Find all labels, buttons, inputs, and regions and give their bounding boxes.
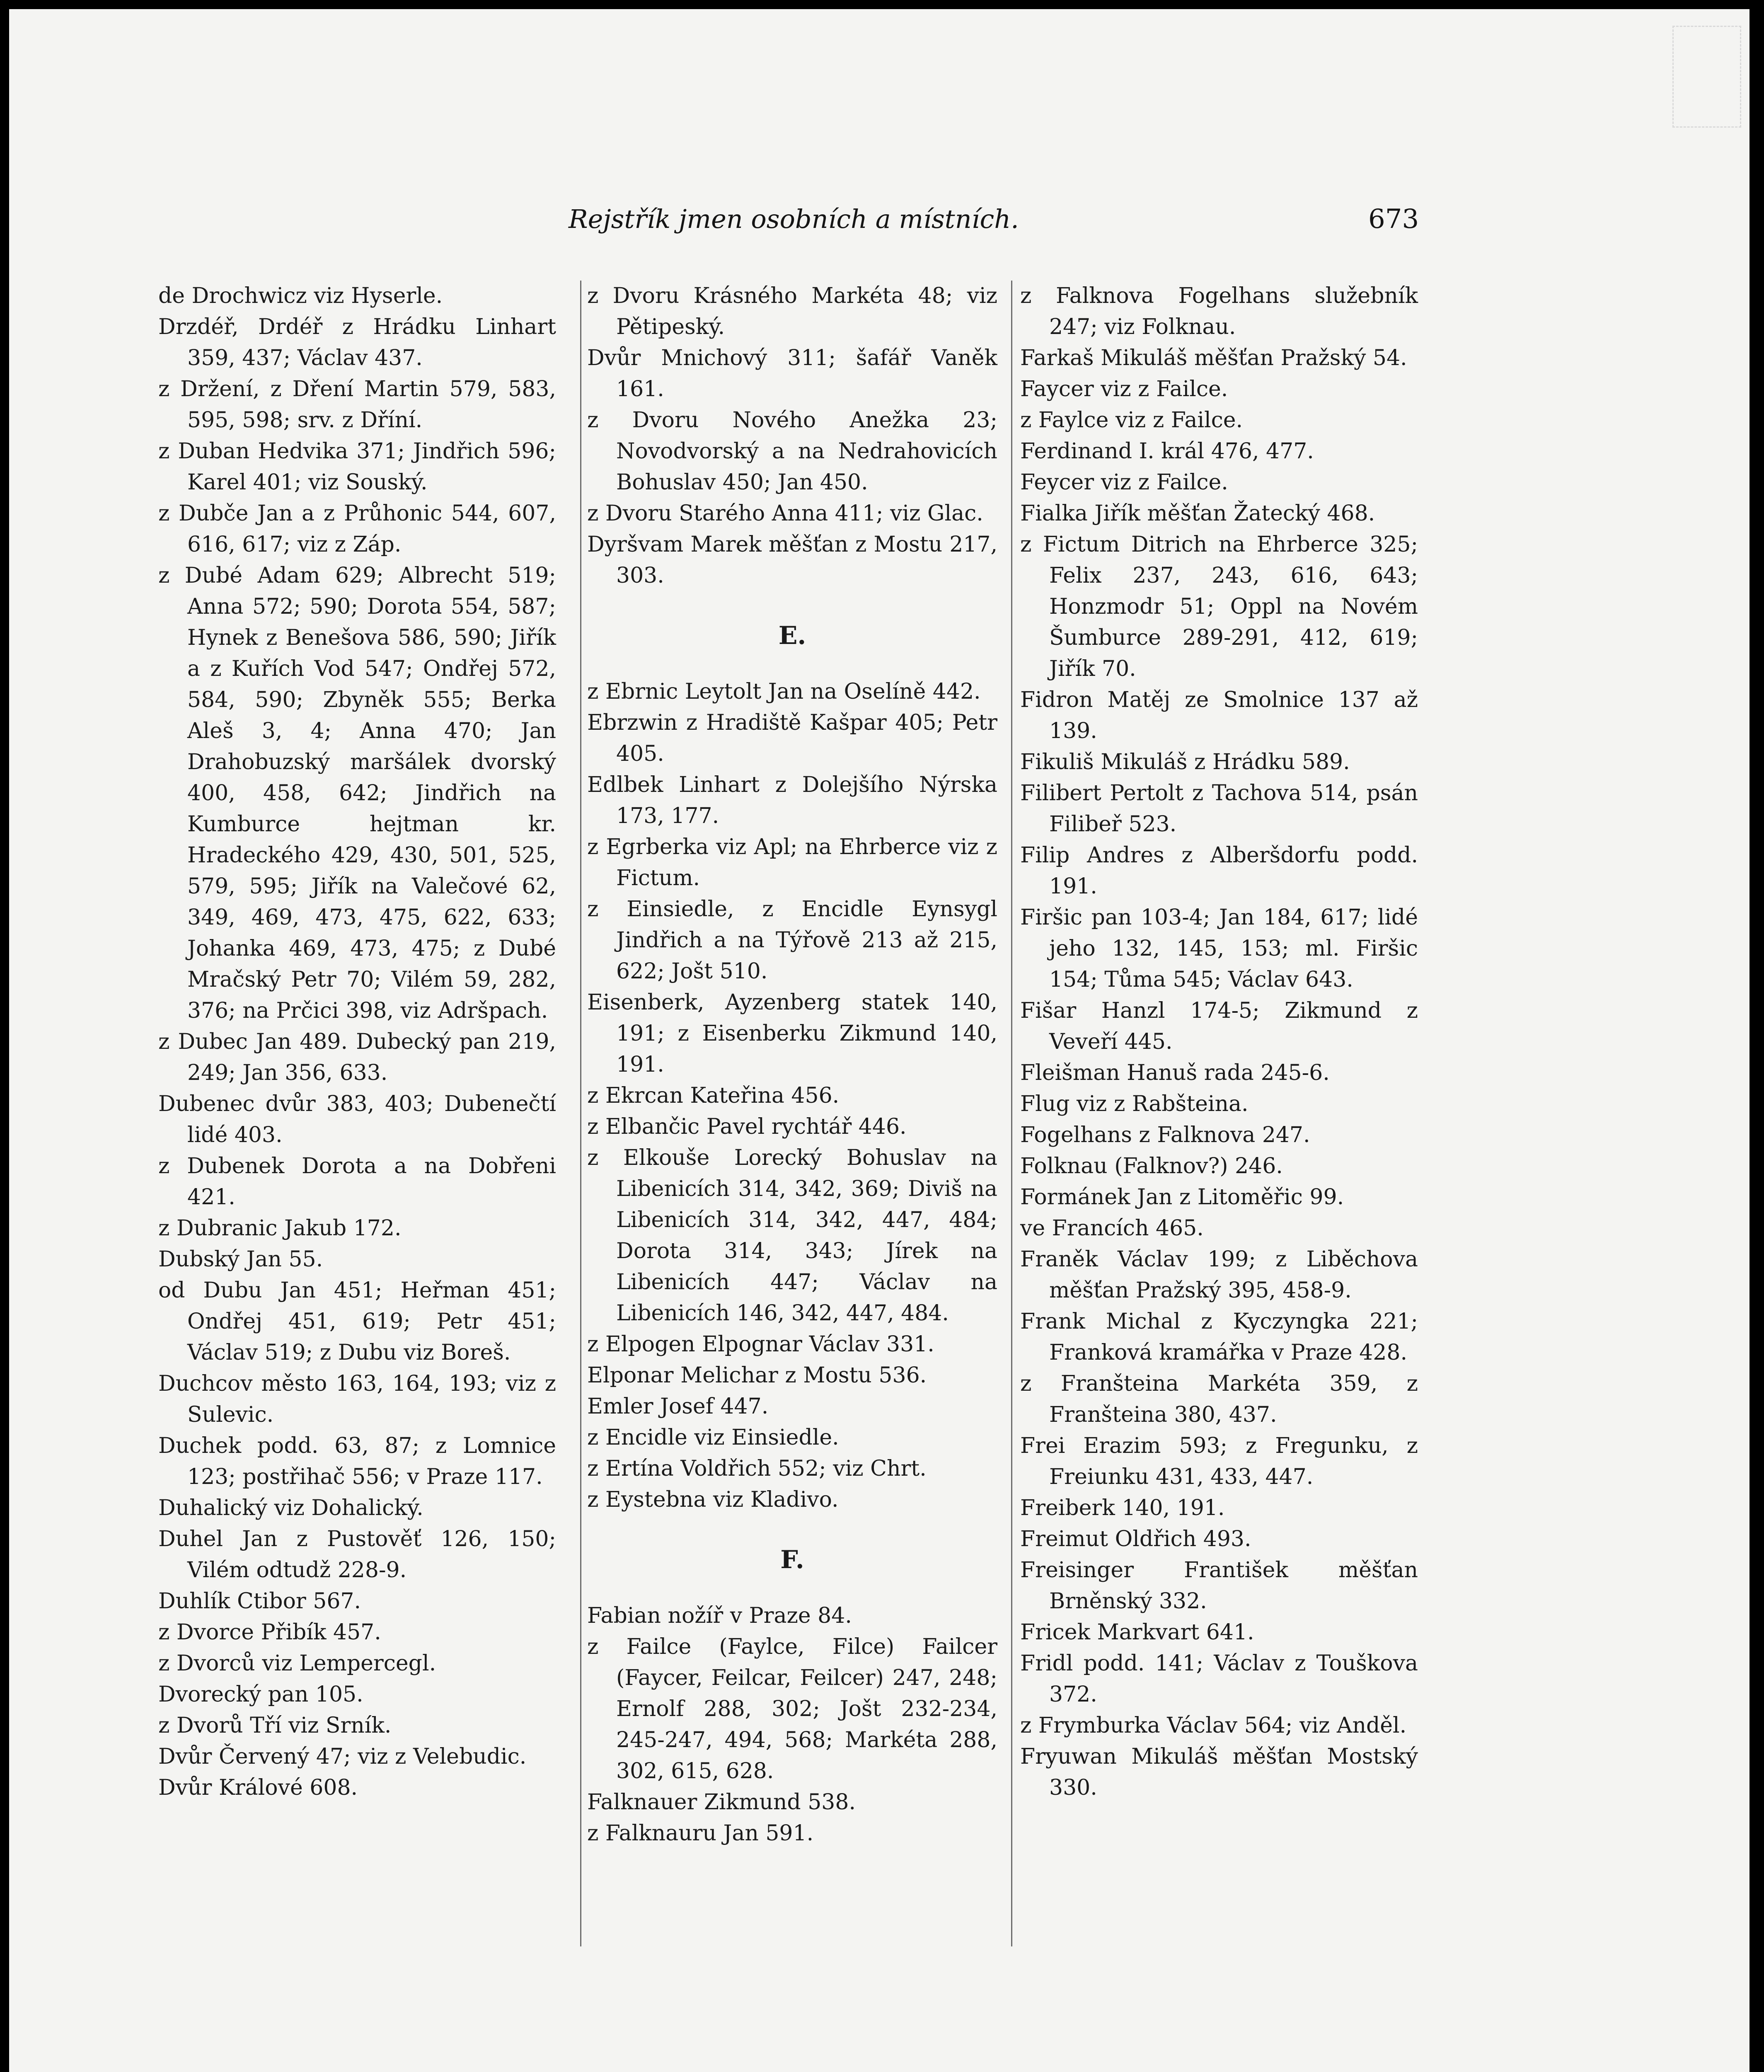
index-entry: z Elbančic Pavel rychtář 446. — [587, 1114, 907, 1139]
index-entry: Fialka Jiřík měšťan Žatecký 468. — [1020, 501, 1375, 526]
index-entry: Freiberk 140, 191. — [1020, 1496, 1225, 1520]
page-sheet — [9, 9, 1749, 2072]
index-entry: Firšic pan 103-4; Jan 184, 617; lidé jeho 132, 145, 153; ml. Firšic 154; Tůma 545; Václav 643. — [1020, 905, 1418, 992]
page-number: 673 — [1368, 204, 1419, 235]
index-entry: z Fictum Ditrich na Ehrberce 325; Felix 237, 243, 616, 643; Honzmodr 51; Oppl na Novém Šumburce 289-291, 412, 619; Jiřík 70. — [1020, 532, 1418, 681]
index-entry: z Dvoru Nového Anežka 23; Novodvorský a na Nedrahovicích Bohuslav 450; Jan 450. — [587, 408, 997, 495]
index-entry: z Dvoru Starého Anna 411; viz Glac. — [587, 501, 983, 526]
index-entry: Duchek podd. 63, 87; z Lomnice 123; postřihač 556; v Praze 117. — [158, 1433, 556, 1489]
index-entry: Frei Erazim 593; z Fregunku, z Freiunku 431, 433, 447. — [1020, 1433, 1418, 1489]
index-entry: z Dubranic Jakub 172. — [158, 1216, 402, 1241]
index-entry: Feycer viz z Failce. — [1020, 470, 1228, 495]
index-entry: Dubský Jan 55. — [158, 1247, 323, 1272]
index-entry: Dvůr Červený 47; viz z Velebudic. — [158, 1744, 527, 1769]
index-entry: z Falknova Fogelhans služebník 247; viz Folknau. — [1020, 283, 1418, 339]
index-entry: Fleišman Hanuš rada 245-6. — [1020, 1060, 1330, 1085]
running-header-title: Rejstřík jmen osobních a místních. — [569, 204, 1019, 234]
index-column-2 — [587, 281, 997, 1849]
column-divider — [580, 281, 581, 1946]
index-entry: z Dvorů Tří viz Srník. — [158, 1713, 392, 1738]
index-entry: z Faylce viz z Failce. — [1020, 408, 1243, 433]
section-heading-e: E. — [778, 621, 806, 650]
index-entry: z Ebrnic Leytolt Jan na Oselíně 442. — [587, 679, 981, 704]
index-entry: z Falknauru Jan 591. — [587, 1821, 814, 1846]
index-entry: z Dvorců viz Lempercegl. — [158, 1651, 436, 1676]
index-entry: Freisinger František měšťan Brněnský 332. — [1020, 1558, 1418, 1614]
index-entry: z Dubec Jan 489. Dubecký pan 219, 249; Jan 356, 633. — [158, 1029, 556, 1085]
column-divider — [1011, 281, 1012, 1946]
index-entry: Duhalický viz Dohalický. — [158, 1496, 423, 1520]
index-entry: z Ekrcan Kateřina 456. — [587, 1083, 840, 1108]
index-entry: Fidron Matěj ze Smolnice 137 až 139. — [1020, 687, 1418, 743]
index-entry: z Egrberka viz Apl; na Ehrberce viz z Fictum. — [587, 835, 997, 891]
index-entry: z Dubče Jan a z Průhonic 544, 607, 616, 617; viz z Záp. — [158, 501, 556, 557]
index-entry: Ebrzwin z Hradiště Kašpar 405; Petr 405. — [587, 710, 997, 766]
index-entry: Edlbek Linhart z Dolejšího Nýrska 173, 177. — [587, 772, 997, 828]
index-column-1 — [158, 281, 556, 1803]
index-entry: Folknau (Falknov?) 246. — [1020, 1154, 1283, 1179]
index-entry: z Franšteina Markéta 359, z Franšteina 380, 437. — [1020, 1371, 1418, 1427]
index-entry: Fridl podd. 141; Václav z Touškova 372. — [1020, 1651, 1418, 1707]
index-entry: Flug viz z Rabšteina. — [1020, 1092, 1249, 1116]
index-entry: z Duban Hedvika 371; Jindřich 596; Karel 401; viz Souský. — [158, 439, 556, 495]
index-entry: z Failce (Faylce, Filce) Failcer (Faycer, Feilcar, Feilcer) 247, 248; Ernolf 288, 302; Jošt 232-234, 245-247, 494, 568; Markéta 288, 302, 615, 628. — [587, 1634, 997, 1784]
index-entry: Fricek Markvart 641. — [1020, 1620, 1254, 1645]
index-entry: od Dubu Jan 451; Heřman 451; Ondřej 451, 619; Petr 451; Václav 519; z Dubu viz Boreš. — [158, 1278, 556, 1365]
page-content — [9, 9, 1749, 2072]
index-entry: Falknauer Zikmund 538. — [587, 1790, 856, 1815]
index-entry: Dyršvam Marek měšťan z Mostu 217, 303. — [587, 532, 997, 588]
index-entry: z Dubé Adam 629; Albrecht 519; Anna 572; 590; Dorota 554, 587; Hynek z Benešova 586, 590; Jiřík a z Kuřích Vod 547; Ondřej 572, 584, 590; Zbyněk 555; Berka Aleš 3, 4; Anna 470; Jan Drahobuzský maršálek dvorský 400, 458, 642; Jindřich na Kumburce hejtman kr. Hradeckého 429, 430, 501, 525, 579, 595; Jiřík na Valečové 62, 349, 469, 473, 475, 622, 633; Johanka 469, 473, 475; z Dubé Mračský Petr 70; Vilém 59, 282, 376; na Prčici 398, viz Adršpach. — [158, 563, 556, 1023]
index-entry: Duchcov město 163, 164, 193; viz z Sulevic. — [158, 1371, 556, 1427]
index-entry: Frank Michal z Kyczyngka 221; Franková kramářka v Praze 428. — [1020, 1309, 1418, 1365]
index-entry: z Einsiedle, z Encidle Eynsygl Jindřich a na Týřově 213 až 215, 622; Jošt 510. — [587, 897, 997, 984]
index-entry: Fikuliš Mikuláš z Hrádku 589. — [1020, 750, 1350, 775]
index-entry: Elponar Melichar z Mostu 536. — [587, 1363, 927, 1388]
index-entry: ve Francích 465. — [1020, 1216, 1204, 1241]
index-entry: z Dubenek Dorota a na Dobřeni 421. — [158, 1154, 556, 1210]
index-column-3 — [1020, 281, 1418, 1803]
index-entry: Fryuwan Mikuláš měšťan Mostský 330. — [1020, 1744, 1418, 1800]
index-entry: z Ertína Voldřich 552; viz Chrt. — [587, 1456, 927, 1481]
index-entry: Emler Josef 447. — [587, 1394, 769, 1419]
index-entry: z Encidle viz Einsiedle. — [587, 1425, 839, 1450]
index-entry: Duhel Jan z Pustověť 126, 150; Vilém odtudž 228-9. — [158, 1527, 556, 1583]
index-entry: z Eystebna viz Kladivo. — [587, 1487, 839, 1512]
index-entry: de Drochwicz viz Hyserle. — [158, 283, 443, 308]
index-entry: Eisenberk, Ayzenberg statek 140, 191; z Eisenberku Zikmund 140, 191. — [587, 990, 997, 1077]
index-entry: z Dvoru Krásného Markéta 48; viz Pětipeský. — [587, 283, 997, 339]
index-entry: Faycer viz z Failce. — [1020, 377, 1228, 402]
index-entry: Dubenec dvůr 383, 403; Dubenečtí lidé 403. — [158, 1092, 556, 1147]
index-entry: Duhlík Ctibor 567. — [158, 1589, 361, 1614]
index-entry: Dvůr Mnichový 311; šafář Vaněk 161. — [587, 346, 997, 402]
index-entry: Formánek Jan z Litoměřic 99. — [1020, 1185, 1344, 1210]
index-entry: Ferdinand I. král 476, 477. — [1020, 439, 1314, 464]
index-entry: z Elkouše Lorecký Bohuslav na Libenicích 314, 342, 369; Diviš na Libenicích 314, 342, 447, 484; Dorota 314, 343; Jírek na Libenicích 447; Václav na Libenicích 146, 342, 447, 484. — [587, 1145, 997, 1326]
index-entry: Dvorecký pan 105. — [158, 1682, 363, 1707]
section-heading-f: F. — [780, 1545, 804, 1574]
index-entry: z Dvorce Přibík 457. — [158, 1620, 381, 1645]
index-entry: Freimut Oldřich 493. — [1020, 1527, 1251, 1552]
index-entry: Farkaš Mikuláš měšťan Pražský 54. — [1020, 346, 1407, 370]
index-entry: Filip Andres z Alberšdorfu podd. 191. — [1020, 843, 1418, 899]
index-entry: z Držení, z Dření Martin 579, 583, 595, 598; srv. z Dříní. — [158, 377, 556, 433]
index-entry: Dvůr Králové 608. — [158, 1775, 358, 1800]
index-entry: Fabian nožíř v Praze 84. — [587, 1603, 852, 1628]
index-entry: Drzdéř, Drdéř z Hrádku Linhart 359, 437; Václav 437. — [158, 315, 556, 370]
index-entry: Fogelhans z Falknova 247. — [1020, 1123, 1310, 1147]
index-entry: z Elpogen Elpognar Václav 331. — [587, 1332, 934, 1357]
index-entry: Fišar Hanzl 174-5; Zikmund z Veveří 445. — [1020, 998, 1418, 1054]
index-entry: Franěk Václav 199; z Liběchova měšťan Pražský 395, 458-9. — [1020, 1247, 1418, 1303]
index-entry: z Frymburka Václav 564; viz Anděl. — [1020, 1713, 1407, 1738]
index-entry: Filibert Pertolt z Tachova 514, psán Filibeř 523. — [1020, 781, 1418, 837]
